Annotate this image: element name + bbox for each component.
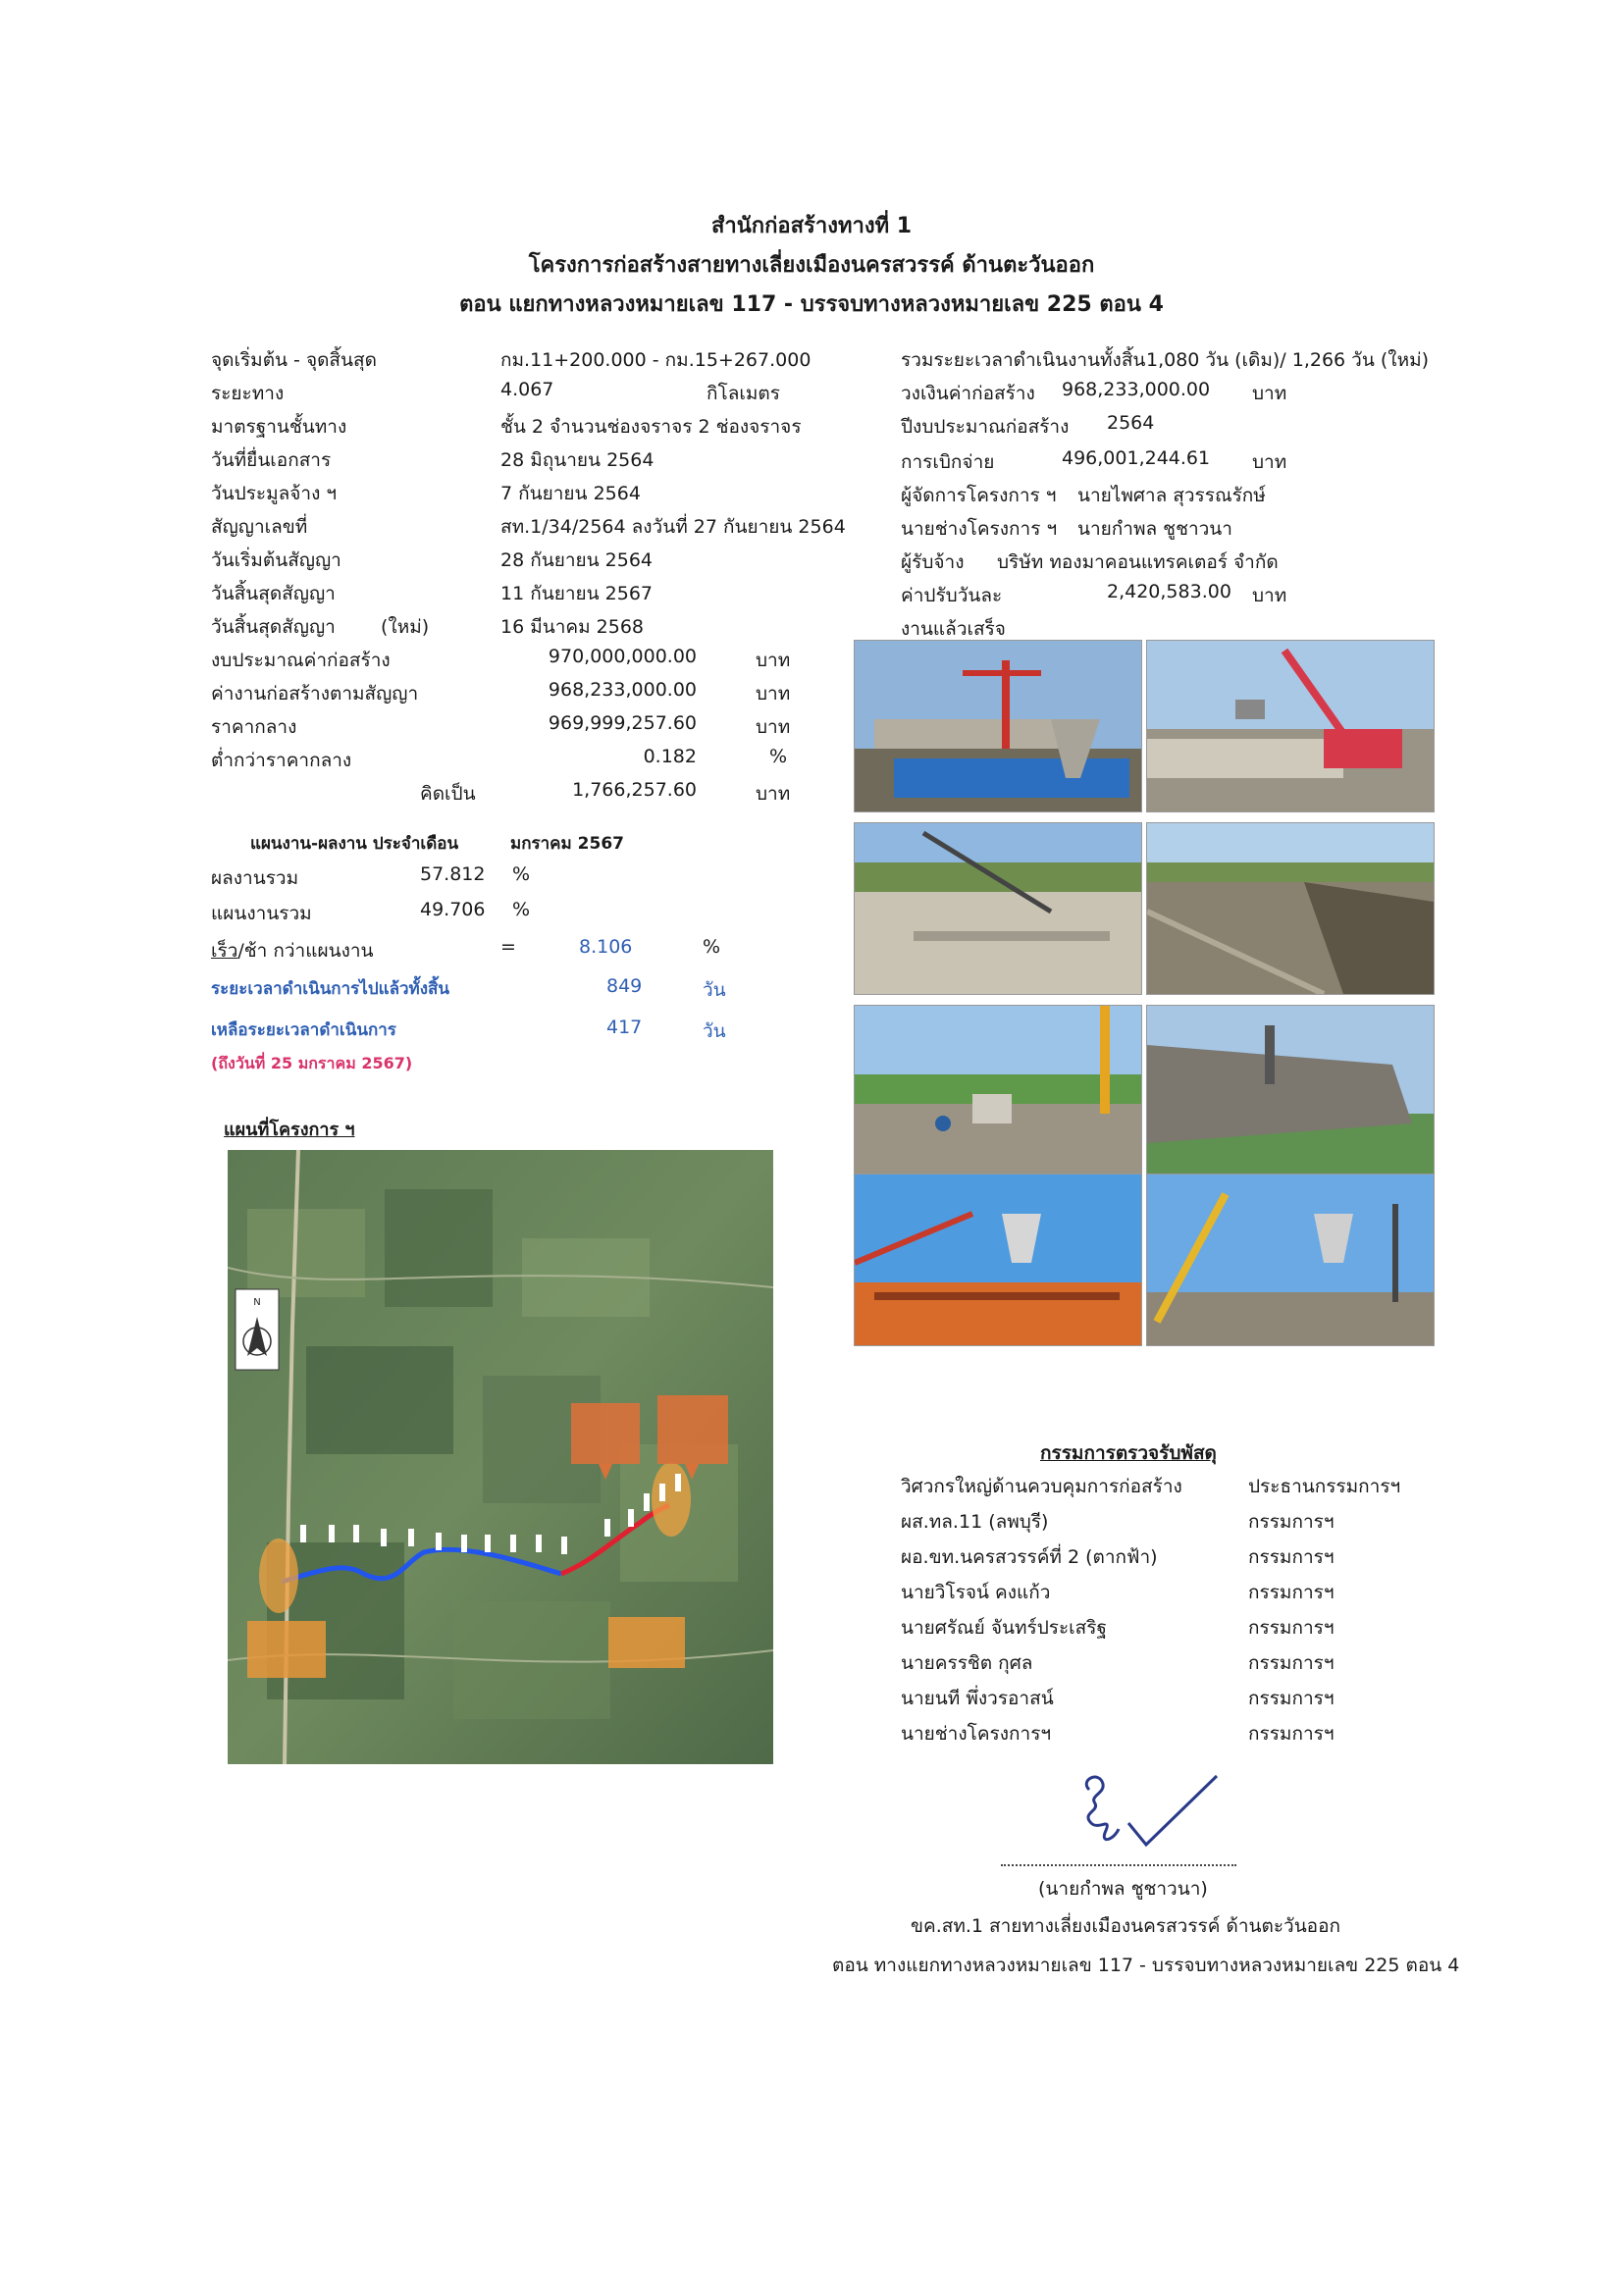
bid-date-value: 7 กันยายน 2564 (500, 483, 641, 504)
office-title: สำนักก่อสร้างทางที่ 1 (710, 214, 913, 238)
project-manager-label: ผู้จัดการโครงการ ฯ (901, 485, 1057, 506)
construction-photo-6 (1146, 1005, 1435, 1177)
plan-value: 49.706 (420, 899, 486, 920)
remain-label: เหลือระยะเวลาดำเนินการ (211, 1020, 396, 1040)
signer-position: ขค.สท.1 สายทางเลี่ยงเมืองนครสวรรค์ ด้านตะวันออก (911, 1915, 1341, 1937)
contract-no-value: สท.1/34/2564 ลงวันที่ 27 กันยายน 2564 (500, 516, 846, 538)
completed-work-label: งานแล้วเสร็จ (901, 618, 1006, 640)
construction-photo-1 (854, 640, 1142, 812)
contract-end-new-label: วันสิ้นสุดสัญญา (211, 616, 336, 638)
plan-label: แผนงานรวม (211, 903, 312, 924)
road-standard-label: มาตรฐานชั้นทาง (211, 416, 347, 438)
daily-fine-unit: บาท (1252, 585, 1287, 606)
bid-date-label: วันประมูลจ้าง ฯ (211, 483, 338, 504)
contract-end-new-tag: (ใหม่) (381, 616, 430, 638)
svg-text:N: N (253, 1297, 261, 1308)
committee-member-role: กรรมการฯ (1248, 1723, 1335, 1745)
section-title: ตอน แยกทางหลวงหมายเลข 117 - บรรจบทางหลวงหมายเลข 225 ตอน 4 (459, 292, 1164, 317)
actual-unit: % (512, 863, 531, 885)
construction-photo-8 (1146, 1174, 1435, 1346)
road-standard-value: ชั้น 2 จำนวนช่องจราจร 2 ช่องจราจร (500, 416, 802, 438)
distance-unit: กิโลเมตร (707, 383, 780, 404)
construction-budget-value: 968,233,000.00 (1062, 379, 1211, 400)
committee-member-name: ผอ.ขท.นครสวรรค์ที่ 2 (ตากฟ้า) (901, 1546, 1158, 1568)
contract-cost-value: 968,233,000.00 (548, 679, 697, 701)
distance-value: 4.067 (500, 379, 554, 400)
submit-date-value: 28 มิถุนายน 2564 (500, 449, 654, 471)
duration-value: 1,080 วัน (เดิม)/ 1,266 วัน (ใหม่) (1146, 349, 1430, 371)
construction-photo-7 (854, 1174, 1142, 1346)
committee-member-role: กรรมการฯ (1248, 1546, 1335, 1568)
as-of-date: (ถึงวันที่ 25 มกราคม 2567) (211, 1054, 413, 1072)
contract-cost-label: ค่างานก่อสร้างตามสัญญา (211, 683, 419, 704)
map-image (228, 1150, 773, 1764)
contract-start-label: วันเริ่มต้นสัญญา (211, 549, 341, 571)
budget-unit: บาท (756, 650, 791, 671)
construction-photo-3 (854, 822, 1142, 995)
median-price-value: 969,999,257.60 (548, 712, 697, 734)
equals-value: 1,766,257.60 (572, 779, 697, 801)
budget-label: งบประมาณค่าก่อสร้าง (211, 650, 391, 671)
below-median-label: ต่ำกว่าราคากลาง (211, 750, 352, 771)
contract-no-label: สัญญาเลขที่ (211, 516, 308, 538)
project-engineer-label: นายช่างโครงการ ฯ (901, 518, 1058, 540)
committee-member-name: นายวิโรจน์ คงแก้ว (901, 1582, 1051, 1603)
plan-unit: % (512, 899, 531, 920)
project-title: โครงการก่อสร้างสายทางเลี่ยงเมืองนครสวรรค์ ด้านตะวันออก (528, 253, 1095, 278)
construction-photo-2 (1146, 640, 1435, 812)
median-price-unit: บาท (756, 716, 791, 738)
signature-line (1001, 1864, 1236, 1866)
below-median-unit: % (769, 746, 788, 767)
elapsed-unit: วัน (703, 979, 726, 1001)
daily-fine-value: 2,420,583.00 (1107, 581, 1231, 602)
remain-unit: วัน (703, 1020, 726, 1042)
committee-member-role: ประธานกรรมการฯ (1248, 1476, 1401, 1497)
median-price-label: ราคากลาง (211, 716, 297, 738)
construction-budget-label: วงเงินค่าก่อสร้าง (901, 383, 1035, 404)
committee-member-role: กรรมการฯ (1248, 1582, 1335, 1603)
project-engineer-value: นายกำพล ชูชาวนา (1077, 518, 1232, 540)
diff-fast-word: เร็ว (211, 940, 238, 962)
actual-label: ผลงานรวม (211, 867, 299, 889)
elapsed-value: 849 (606, 975, 643, 997)
diff-eq: = (500, 936, 516, 958)
construction-photo-4 (1146, 822, 1435, 995)
signer-name: (นายกำพล ชูชาวนา) (1038, 1878, 1208, 1900)
diff-unit: % (703, 936, 721, 958)
contractor-label: ผู้รับจ้าง (901, 551, 965, 573)
duration-label: รวมระยะเวลาดำเนินงานทั้งสิ้น (901, 349, 1146, 371)
disbursement-label: การเบิกจ่าย (901, 451, 995, 473)
contract-end-value: 11 กันยายน 2567 (500, 583, 654, 604)
budget-value: 970,000,000.00 (548, 646, 697, 667)
progress-title: แผนงาน-ผลงาน ประจำเดือน (250, 834, 459, 854)
start-end-value: กม.11+200.000 - กม.15+267.000 (500, 349, 812, 371)
committee-member-role: กรรมการฯ (1248, 1652, 1335, 1674)
construction-budget-unit: บาท (1252, 383, 1287, 404)
map-title: แผนที่โครงการ ฯ (224, 1120, 355, 1140)
committee-member-name: นายช่างโครงการฯ (901, 1723, 1052, 1745)
committee-member-name: นายครรชิต กุศล (901, 1652, 1033, 1674)
committee-member-role: กรรมการฯ (1248, 1688, 1335, 1709)
contract-cost-unit: บาท (756, 683, 791, 704)
equals-label: คิดเป็น (420, 783, 476, 805)
start-end-label: จุดเริ่มต้น - จุดสิ้นสุด (211, 349, 377, 371)
committee-member-name: นายนที พึ่งวรอาสน์ (901, 1688, 1054, 1709)
contract-end-new-value: 16 มีนาคม 2568 (500, 616, 645, 638)
diff-rest-word: /ช้า กว่าแผนงาน (237, 940, 374, 962)
committee-member-name: นายศรัณย์ จันทร์ประเสริฐ (901, 1617, 1107, 1639)
submit-date-label: วันที่ยื่นเอกสาร (211, 449, 332, 471)
remain-value: 417 (606, 1017, 643, 1038)
committee-title: กรรมการตรวจรับพัสดุ (1040, 1442, 1217, 1464)
fiscal-year-label: ปีงบประมาณก่อสร้าง (901, 416, 1070, 438)
equals-unit: บาท (756, 783, 791, 805)
contract-start-value: 28 กันยายน 2564 (500, 549, 654, 571)
fiscal-year-value: 2564 (1107, 412, 1155, 434)
contract-end-label: วันสิ้นสุดสัญญา (211, 583, 336, 604)
contractor-value: บริษัท ทองมาคอนแทรคเตอร์ จำกัด (997, 551, 1279, 573)
committee-member-role: กรรมการฯ (1248, 1511, 1335, 1533)
actual-value: 57.812 (420, 863, 486, 885)
diff-value: 8.106 (579, 936, 633, 958)
distance-label: ระยะทาง (211, 383, 285, 404)
project-map (228, 1150, 773, 1764)
disbursement-value: 496,001,244.61 (1062, 447, 1211, 469)
diff-label (211, 936, 374, 965)
daily-fine-label: ค่าปรับวันละ (901, 585, 1003, 606)
committee-member-name: วิศวกรใหญ่ด้านควบคุมการก่อสร้าง (901, 1476, 1182, 1497)
construction-photo-5 (854, 1005, 1142, 1177)
signer-section: ตอน ทางแยกทางหลวงหมายเลข 117 - บรรจบทางหลวงหมายเลข 225 ตอน 4 (832, 1955, 1460, 1976)
elapsed-label: ระยะเวลาดำเนินการไปแล้วทั้งสิ้น (211, 979, 450, 999)
project-manager-value: นายไพศาล สุวรรณรักษ์ (1077, 485, 1266, 506)
committee-member-name: ผส.ทล.11 (ลพบุรี) (901, 1511, 1049, 1533)
progress-month: มกราคม 2567 (510, 834, 624, 854)
disbursement-unit: บาท (1252, 451, 1287, 473)
committee-member-role: กรรมการฯ (1248, 1617, 1335, 1639)
signature-mark (1070, 1770, 1227, 1858)
below-median-value: 0.182 (643, 746, 697, 767)
